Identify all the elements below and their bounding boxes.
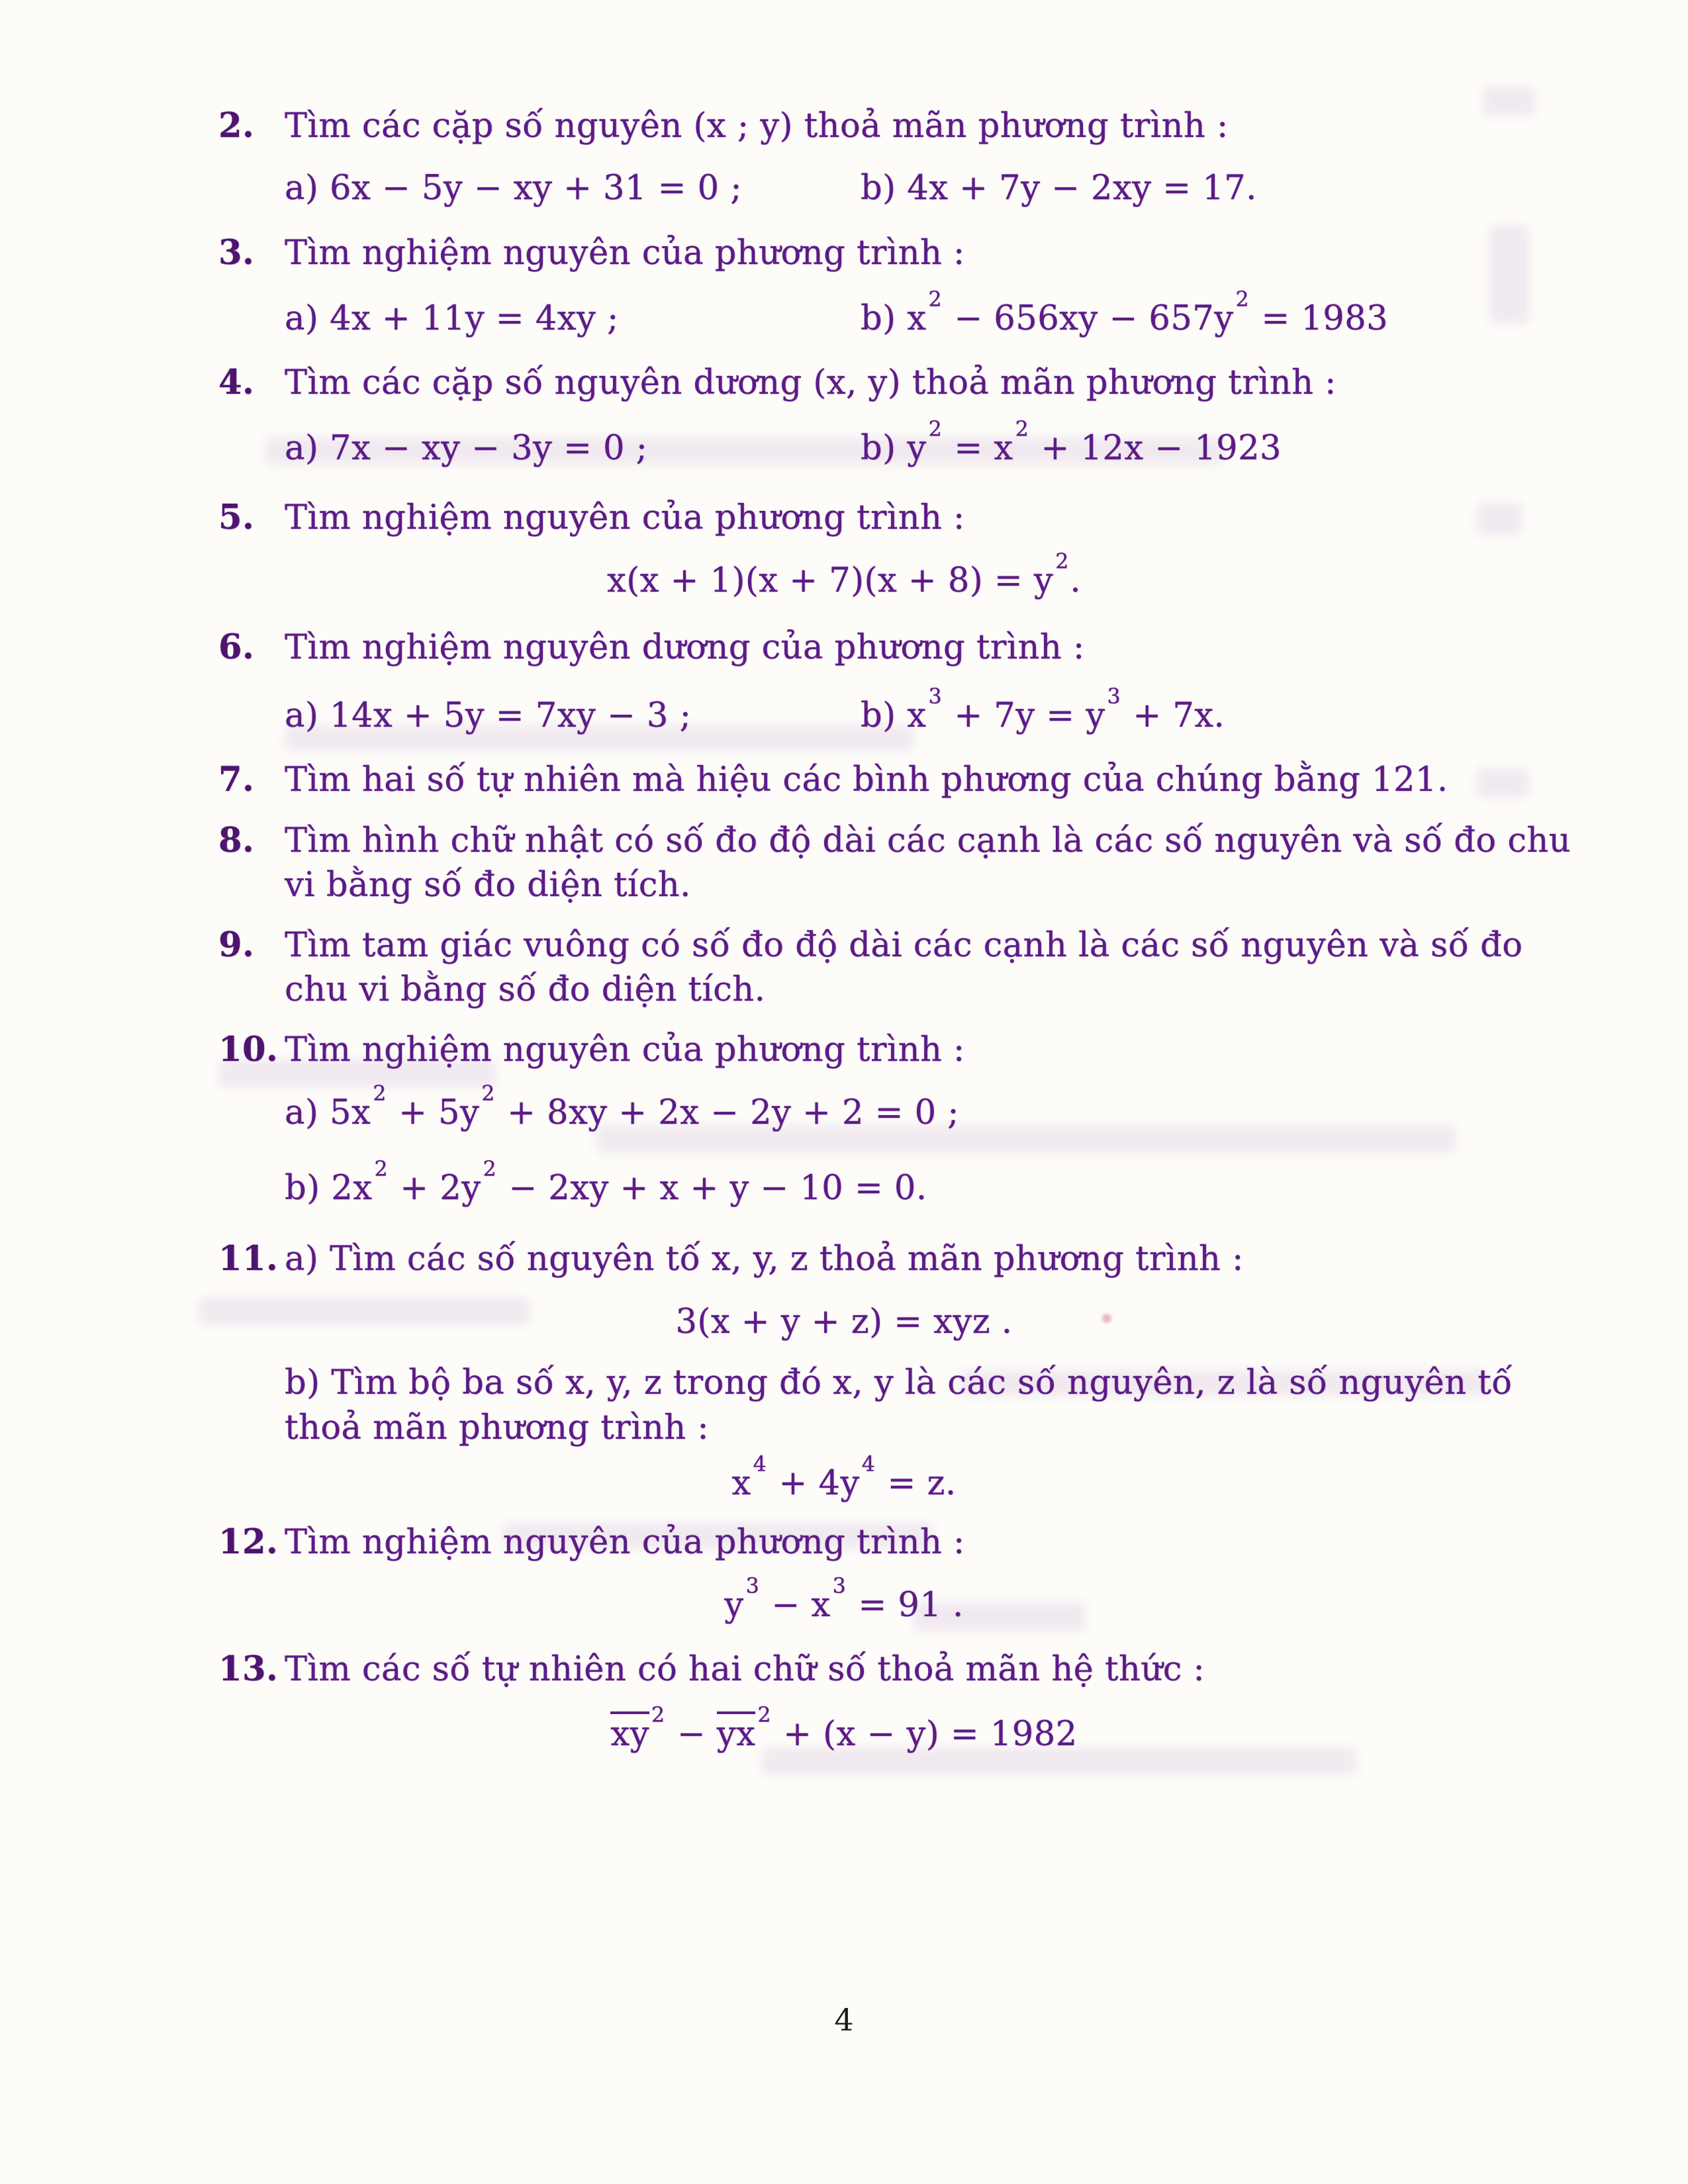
problem-11: [218, 1239, 1244, 1279]
problem-6-part-a: a) 14x + 5y = 7xy − 3 ;: [285, 696, 692, 735]
problem-12-number: 12.: [218, 1522, 279, 1562]
problem-2: [218, 106, 1229, 146]
problem-7: [218, 760, 1448, 799]
problem-13-statement: Tìm các số tự nhiên có hai chữ số thoả mãn hệ thức :: [285, 1650, 1205, 1689]
problem-3-parts: [285, 287, 1609, 338]
problem-4-part-a: a) 7x − xy − 3y = 0 ;: [285, 429, 648, 468]
problem-2-number: 2.: [218, 106, 255, 146]
problem-8-number: 8.: [218, 821, 255, 860]
problem-11-number: 11.: [218, 1239, 279, 1279]
problem-3-number: 3.: [218, 233, 255, 273]
problem-11-statement-b-line1: b) Tìm bộ ba số x, y, z trong đó x, y là các số nguyên, z là số nguyên tố: [285, 1363, 1513, 1402]
problem-6-number: 6.: [218, 627, 255, 667]
problem-3-part-a: a) 4x + 11y = 4xy ;: [285, 299, 619, 338]
problem-5-number: 5.: [218, 498, 255, 537]
problem-11-statement-b-line2: thoả mãn phương trình :: [285, 1408, 710, 1447]
problem-8-line1: Tìm hình chữ nhật có số đo độ dài các cạnh là các số nguyên và số đo chu: [285, 821, 1571, 860]
problem-6: [218, 627, 1085, 667]
page-number: 4: [834, 2002, 854, 2038]
problem-10-part-a: a) $5x^2 + 5y^2 + 8xy + 2x - 2y + 2 = 0$ ;: [285, 1081, 959, 1132]
problem-4-part-b: b) $y^2 = x^2 + 12x - 1923$: [861, 417, 1282, 468]
problem-2-part-a: a) 6x − 5y − xy + 31 = 0 ;: [285, 169, 742, 208]
problem-13: [218, 1649, 1205, 1689]
bleedthrough-artifact: [1483, 86, 1536, 116]
problem-7-statement: Tìm hai số tự nhiên mà hiệu các bình phương của chúng bằng 121.: [285, 760, 1448, 799]
problem-6-part-b: b) $x^3 + 7y = y^3 + 7x$.: [861, 684, 1225, 735]
problem-2-part-b: b) 4x + 7y − 2xy = 17.: [861, 169, 1257, 208]
problem-10-statement: Tìm nghiệm nguyên của phương trình :: [285, 1030, 965, 1069]
problem-3-part-b: b) $x^2 - 656xy - 657y^2 = 1983$: [861, 287, 1389, 338]
problem-4: [218, 363, 1336, 402]
problem-7-number: 7.: [218, 760, 255, 799]
problem-12-statement: Tìm nghiệm nguyên của phương trình :: [285, 1523, 965, 1562]
problem-9-line2: chu vi bằng số đo diện tích.: [285, 970, 766, 1009]
problem-12-equation: $y^3 - x^3 = 91$ .: [724, 1574, 964, 1625]
bleedthrough-artifact: [1476, 503, 1523, 535]
problem-13-equation: $xy^2 - yx^2 + (x - y) = 1982$: [610, 1703, 1078, 1754]
problem-11-statement-a: a) Tìm các số nguyên tố x, y, z thoả mãn phương trình :: [285, 1240, 1244, 1279]
problem-5-statement: Tìm nghiệm nguyên của phương trình :: [285, 498, 965, 537]
problem-8-line2: vi bằng số đo diện tích.: [285, 866, 691, 905]
problem-11-equation-b: $x^4 + 4y^4 = z$.: [731, 1452, 957, 1503]
problem-5-equation: $x(x + 1)(x + 7)(x + 8) = y^2$.: [606, 549, 1082, 600]
problem-4-statement: Tìm các cặp số nguyên dương (x, y) thoả mãn phương trình :: [285, 363, 1336, 402]
problem-6-parts: [285, 684, 1609, 735]
problem-8: [218, 821, 1571, 860]
problem-10-part-b: b) $2x^2 + 2y^2 - 2xy + x + y - 10 = 0$.: [285, 1157, 927, 1208]
problem-13-number: 13.: [218, 1649, 279, 1689]
problem-12: [218, 1522, 965, 1562]
problem-2-statement: Tìm các cặp số nguyên (x ; y) thoả mãn phương trình :: [285, 107, 1229, 146]
problem-10: [218, 1030, 965, 1069]
bleedthrough-artifact: [1476, 768, 1529, 798]
problem-5: [218, 498, 965, 537]
problem-4-number: 4.: [218, 363, 255, 402]
problem-3: [218, 233, 965, 273]
problem-4-parts: [285, 417, 1609, 468]
problem-3-statement: Tìm nghiệm nguyên của phương trình :: [285, 234, 965, 273]
problem-11-equation-a: 3(x + y + z) = xyz .: [675, 1302, 1013, 1342]
problem-6-statement: Tìm nghiệm nguyên dương của phương trình :: [285, 628, 1085, 667]
problem-9-number: 9.: [218, 925, 255, 965]
problem-9-line1: Tìm tam giác vuông có số đo độ dài các cạnh là các số nguyên và số đo: [285, 926, 1523, 965]
problem-9: [218, 925, 1523, 965]
problem-10-number: 10.: [218, 1030, 279, 1069]
problem-2-parts: [285, 169, 1609, 208]
